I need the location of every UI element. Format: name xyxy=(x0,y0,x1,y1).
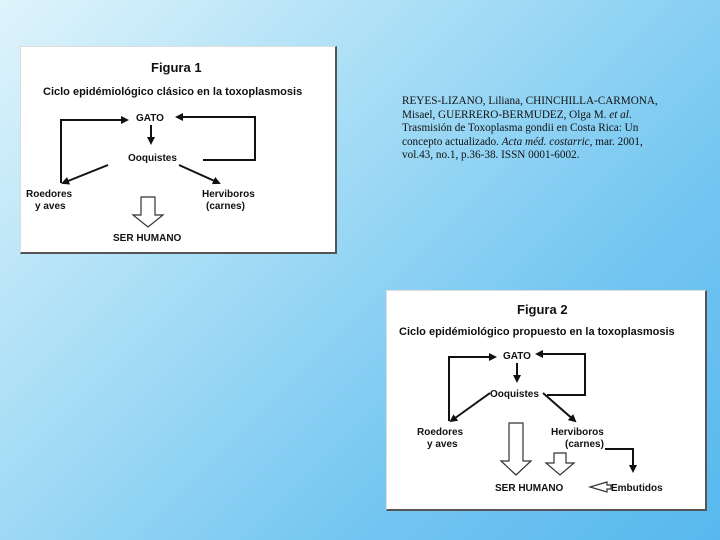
citation-details: , mar. 2001, vol.43, no.1, p.36-38. ISSN 0001-6002. xyxy=(402,135,643,162)
citation-et-al: et al xyxy=(609,108,629,121)
node-ser-humano: SER HUMANO xyxy=(113,233,182,244)
node-embutidos: Embutidos xyxy=(611,483,663,494)
node-ooquistes: Ooquistes xyxy=(490,389,539,400)
figure-1-number: Figura 1 xyxy=(151,60,202,75)
arrow-ooquistes-to-roedores xyxy=(63,165,108,183)
node-roedores: Roedores xyxy=(26,189,73,200)
hollow-arrow-herviboros-to-ser-humano xyxy=(546,453,574,475)
figure-2-title: Ciclo epidémiológico propuesto en la toxoplasmosis xyxy=(399,326,675,338)
arrow-ooquistes-to-gato-loop xyxy=(537,354,585,395)
arrow-roedores-to-gato xyxy=(61,120,127,183)
node-herviboros: Herviboros xyxy=(202,189,255,200)
hollow-arrow-ooquistes-to-ser-humano xyxy=(501,423,531,475)
citation-text xyxy=(402,95,664,163)
figure-2-number: Figura 2 xyxy=(517,302,568,317)
figure-1-diagram xyxy=(21,47,335,252)
arrow-ooquistes-to-roedores xyxy=(451,393,490,421)
arrow-ooquistes-to-herviboros xyxy=(543,393,575,421)
figure-2-diagram xyxy=(387,291,705,509)
node-herviboros-line2: (carnes) xyxy=(565,439,604,450)
citation-journal: Acta méd. costarric xyxy=(501,135,590,148)
node-roedores-line2: y aves xyxy=(427,439,458,450)
arrow-ooquistes-to-gato-loop xyxy=(177,117,255,160)
node-gato: GATO xyxy=(503,351,531,362)
arrow-herviboros-to-embutidos xyxy=(605,449,633,471)
figure-1-panel xyxy=(20,46,337,254)
node-herviboros: Herviboros xyxy=(551,427,604,438)
arrow-ooquistes-to-herviboros xyxy=(179,165,219,183)
node-roedores-line2: y aves xyxy=(35,201,66,212)
figure-2-panel xyxy=(386,290,707,511)
node-ooquistes: Ooquistes xyxy=(128,153,177,164)
hollow-arrow-to-ser-humano xyxy=(133,197,163,227)
hollow-arrow-embutidos-to-ser-humano xyxy=(590,482,611,492)
citation-title: . Trasmisión de Toxoplasma gondii en Costa Rica: Un concepto actualizado. xyxy=(402,108,639,148)
citation-authors: REYES-LIZANO, Liliana, CHINCHILLA-CARMONA, Misael, GUERRERO-BERMUDEZ, Olga M. xyxy=(402,95,658,121)
node-herviboros-line2: (carnes) xyxy=(206,201,245,212)
figure-1-title: Ciclo epidémiológico clásico en la toxoplasmosis xyxy=(43,86,303,98)
arrow-roedores-to-gato xyxy=(449,357,495,421)
node-roedores: Roedores xyxy=(417,427,464,438)
node-ser-humano: SER HUMANO xyxy=(495,483,564,494)
node-gato: GATO xyxy=(136,113,164,124)
